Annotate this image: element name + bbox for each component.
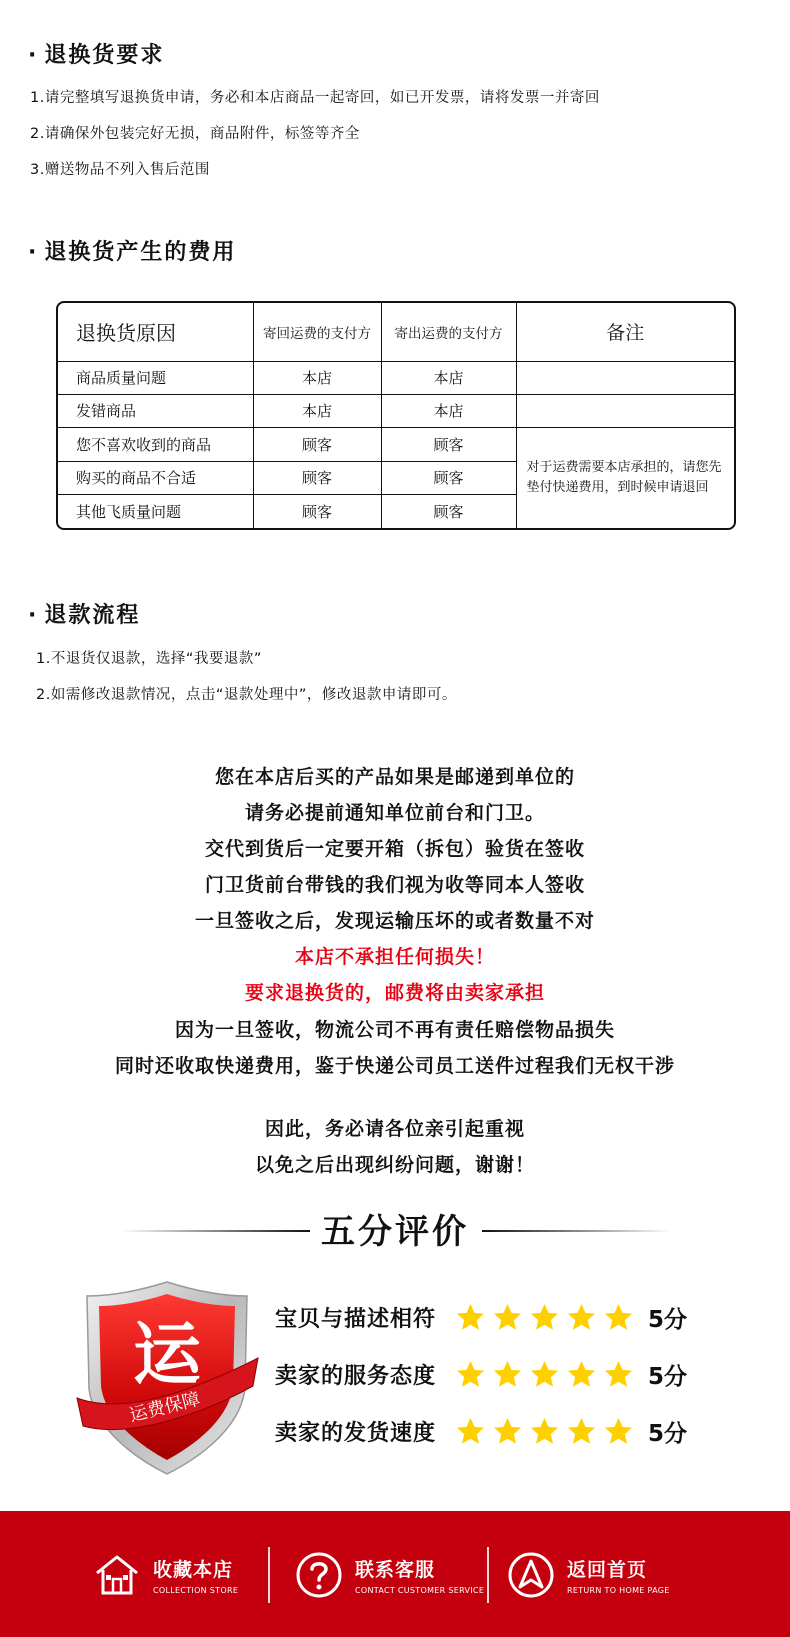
refund-item: 1.不退货仅退款，选择“我要退款” bbox=[36, 651, 262, 667]
notice-closing-line: 因此，务必请各位亲引起重视 bbox=[264, 1118, 525, 1140]
cell-send-payer: 本店 bbox=[381, 394, 516, 427]
footer-divider bbox=[487, 1547, 489, 1603]
star-icon bbox=[566, 1302, 597, 1333]
requirement-item: 2.请确保外包装完好无损，商品附件，标签等齐全 bbox=[30, 126, 360, 142]
footer-bar bbox=[0, 1511, 790, 1637]
notice-line: 门卫货前台带钱的我们视为收等同本人签收 bbox=[204, 874, 585, 896]
section-title-refund bbox=[28, 598, 140, 629]
cell-reason: 购买的商品不合适 bbox=[58, 461, 253, 494]
badge-char: 运 bbox=[132, 1316, 202, 1395]
cell-return-payer: 本店 bbox=[253, 361, 381, 394]
cell-reason: 其他飞质量问题 bbox=[58, 494, 253, 528]
rating-row bbox=[275, 1354, 687, 1394]
rating-score: 5分 bbox=[648, 1420, 688, 1447]
star-icon bbox=[603, 1416, 634, 1447]
notice-line: 因为一旦签收，物流公司不再有责任赔偿物品损失 bbox=[174, 1019, 615, 1041]
star-icon bbox=[529, 1416, 560, 1447]
badge-ribbon-text: 运费保障 bbox=[127, 1388, 203, 1427]
cell-reason: 您不喜欢收到的商品 bbox=[58, 427, 253, 461]
bullet-dot: · bbox=[28, 43, 39, 68]
notice-line: 请务必提前通知单位前台和门卫。 bbox=[244, 802, 545, 824]
shipping-guarantee-shield-icon bbox=[75, 1278, 260, 1478]
divider-right bbox=[482, 1230, 672, 1232]
table-row bbox=[58, 361, 734, 394]
star-icon bbox=[492, 1359, 523, 1390]
notice-line: 交代到货后一定要开箱（拆包）验货在签收 bbox=[204, 838, 585, 860]
cell-send-payer: 顾客 bbox=[381, 494, 516, 528]
star-icon bbox=[455, 1416, 486, 1447]
star-rating bbox=[455, 1359, 640, 1390]
header-send-shipping: 寄出运费的支付方 bbox=[381, 303, 516, 361]
bullet-dot: · bbox=[28, 603, 39, 628]
cell-return-payer: 顾客 bbox=[253, 427, 381, 461]
house-icon bbox=[93, 1551, 141, 1599]
notice-line: 一旦签收之后，发现运输压坏的或者数量不对 bbox=[194, 910, 595, 932]
home-page-sublabel: RETURN TO HOME PAGE bbox=[567, 1586, 670, 1595]
notice-warning-line: 本店不承担任何损失！ bbox=[294, 946, 495, 968]
header-note: 备注 bbox=[516, 303, 734, 361]
up-arrow-icon bbox=[507, 1551, 555, 1599]
header-reason: 退换货原因 bbox=[58, 303, 253, 361]
cell-send-payer: 顾客 bbox=[381, 427, 516, 461]
collect-store-button[interactable] bbox=[93, 1545, 238, 1605]
refund-title: 退款流程 bbox=[44, 603, 141, 628]
header-return-shipping: 寄回运费的支付方 bbox=[253, 303, 381, 361]
requirement-item: 1.请完整填写退换货申请，务必和本店商品一起寄回，如已开发票，请将发票一并寄回 bbox=[30, 90, 600, 106]
table-header-row bbox=[58, 303, 734, 361]
star-icon bbox=[529, 1359, 560, 1390]
contact-service-sublabel: CONTACT CUSTOMER SERVICE bbox=[355, 1586, 485, 1595]
rating-label: 卖家的服务态度 bbox=[275, 1363, 437, 1389]
footer-divider bbox=[268, 1547, 270, 1603]
requirements-title: 退换货要求 bbox=[44, 43, 165, 68]
star-icon bbox=[492, 1302, 523, 1333]
cell-note-empty bbox=[516, 361, 734, 394]
star-rating bbox=[455, 1416, 640, 1447]
refund-item: 2.如需修改退款情况，点击“退款处理中”，修改退款申请即可。 bbox=[36, 687, 457, 703]
rating-label: 卖家的发货速度 bbox=[275, 1420, 437, 1446]
requirement-item: 3.赠送物品不列入售后范围 bbox=[30, 162, 210, 178]
rating-score: 5分 bbox=[648, 1306, 688, 1333]
cell-return-payer: 顾客 bbox=[253, 494, 381, 528]
section-title-fees bbox=[28, 235, 236, 266]
home-page-label: 返回首页 bbox=[567, 1559, 648, 1581]
cell-reason: 商品质量问题 bbox=[58, 361, 253, 394]
collect-store-label: 收藏本店 bbox=[153, 1559, 234, 1581]
star-icon bbox=[492, 1416, 523, 1447]
table-row bbox=[58, 427, 734, 461]
notice-warning-line: 要求退换货的，邮费将由卖家承担 bbox=[244, 982, 545, 1004]
contact-service-label: 联系客服 bbox=[355, 1559, 436, 1581]
star-icon bbox=[529, 1302, 560, 1333]
cell-return-payer: 本店 bbox=[253, 394, 381, 427]
star-icon bbox=[455, 1302, 486, 1333]
collect-store-sublabel: COLLECTION STORE bbox=[153, 1586, 239, 1595]
star-icon bbox=[603, 1302, 634, 1333]
rating-row bbox=[275, 1411, 687, 1451]
cell-reason: 发错商品 bbox=[58, 394, 253, 427]
section-title-requirements bbox=[28, 38, 164, 69]
star-icon bbox=[566, 1359, 597, 1390]
cell-return-payer: 顾客 bbox=[253, 461, 381, 494]
contact-service-button[interactable] bbox=[295, 1545, 484, 1605]
bullet-dot: · bbox=[28, 240, 39, 265]
cell-send-payer: 本店 bbox=[381, 361, 516, 394]
question-icon bbox=[295, 1551, 343, 1599]
notice-line: 您在本店后买的产品如果是邮递到单位的 bbox=[214, 766, 575, 788]
notice-line: 同时还收取快递费用，鉴于快递公司员工送件过程我们无权干涉 bbox=[114, 1055, 675, 1077]
home-page-button[interactable] bbox=[507, 1545, 670, 1605]
notice-closing-line: 以免之后出现纠纷问题，谢谢！ bbox=[254, 1154, 535, 1176]
table-row bbox=[58, 394, 734, 427]
rating-row bbox=[275, 1297, 687, 1337]
rating-title: 五分评价 bbox=[321, 1212, 469, 1252]
rating-label: 宝贝与描述相符 bbox=[275, 1306, 437, 1332]
cell-send-payer: 顾客 bbox=[381, 461, 516, 494]
rating-score: 5分 bbox=[648, 1363, 688, 1390]
star-rating bbox=[455, 1302, 640, 1333]
star-icon bbox=[566, 1416, 597, 1447]
star-icon bbox=[603, 1359, 634, 1390]
cell-note: 对于运费需要本店承担的，请您先垫付快递费用，到时候申请退回 bbox=[516, 427, 734, 528]
star-icon bbox=[455, 1359, 486, 1390]
cell-note-empty bbox=[516, 394, 734, 427]
fees-title: 退换货产生的费用 bbox=[44, 240, 237, 265]
fee-table bbox=[56, 301, 736, 530]
